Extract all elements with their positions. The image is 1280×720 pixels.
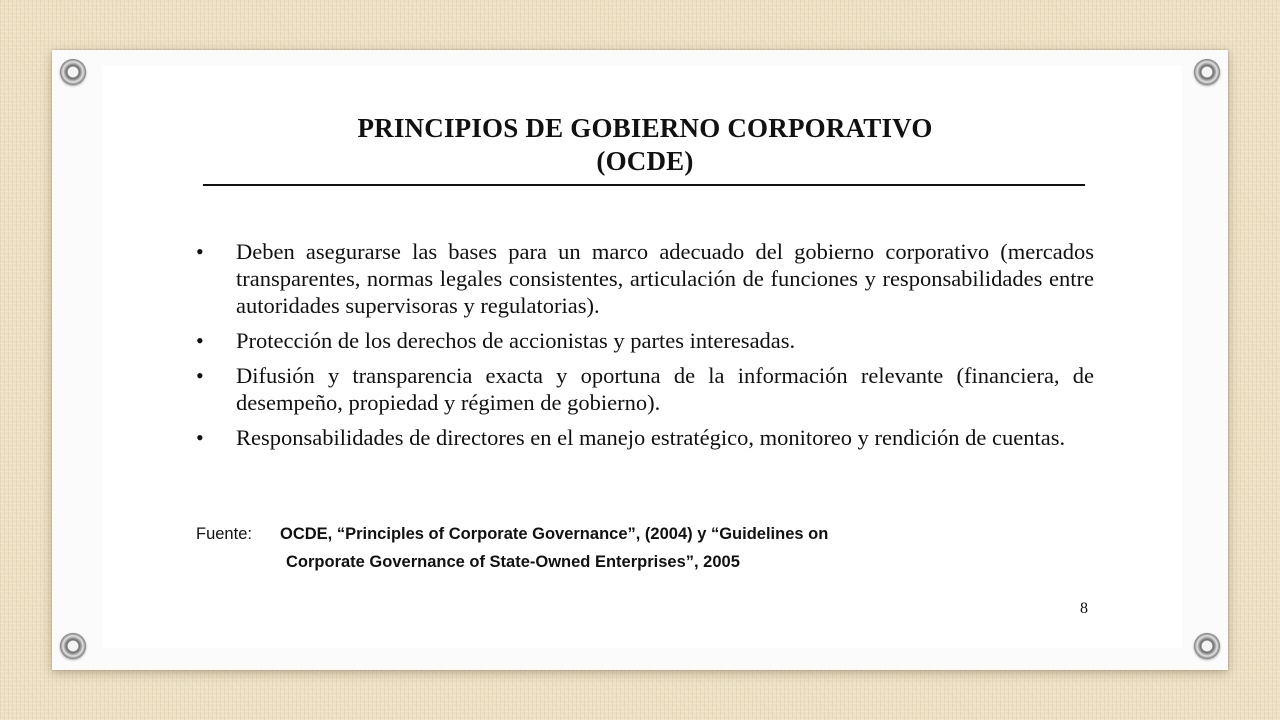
grommet-top-left-icon: [60, 59, 86, 85]
source-label: Fuente:: [196, 525, 252, 543]
source-line-2: Corporate Governance of State-Owned Enterprises”, 2005: [286, 553, 740, 571]
title-line-2: (OCDE): [596, 146, 694, 176]
bullet-icon: •: [196, 363, 204, 388]
bullet-icon: •: [196, 425, 204, 450]
bullet-text: Difusión y transparencia exacta y oportuna de la información relevante (financiera, de desempeño, propiedad y régimen de gobierno).: [236, 363, 1094, 415]
list-item: [196, 238, 1094, 319]
bullet-icon: •: [196, 239, 204, 264]
grommet-top-right-icon: [1194, 59, 1220, 85]
title-line-1: PRINCIPIOS DE GOBIERNO CORPORATIVO: [357, 113, 933, 143]
bullet-text: Deben asegurarse las bases para un marco adecuado del gobierno corporativo (mercados transparentes, normas legales consistentes, articulación de funciones y responsabilidades entre autoridades supervisoras y regulatorias).: [236, 239, 1094, 318]
slide-title: [200, 112, 1090, 178]
list-item: [196, 424, 1094, 451]
title-underline: [203, 184, 1085, 186]
source-citation: [196, 520, 1076, 576]
page-number: 8: [1080, 600, 1088, 617]
bullet-text: Protección de los derechos de accionistas y partes interesadas.: [236, 328, 796, 353]
list-item: [196, 327, 1094, 354]
source-line-1: OCDE, “Principles of Corporate Governance”, (2004) y “Guidelines on: [280, 525, 829, 543]
bullet-icon: •: [196, 328, 204, 353]
grommet-bottom-left-icon: [60, 633, 86, 659]
grommet-bottom-right-icon: [1194, 633, 1220, 659]
list-item: [196, 362, 1094, 416]
bullet-text: Responsabilidades de directores en el manejo estratégico, monitoreo y rendición de cuentas.: [236, 425, 1066, 450]
bullet-list: [196, 238, 1094, 459]
